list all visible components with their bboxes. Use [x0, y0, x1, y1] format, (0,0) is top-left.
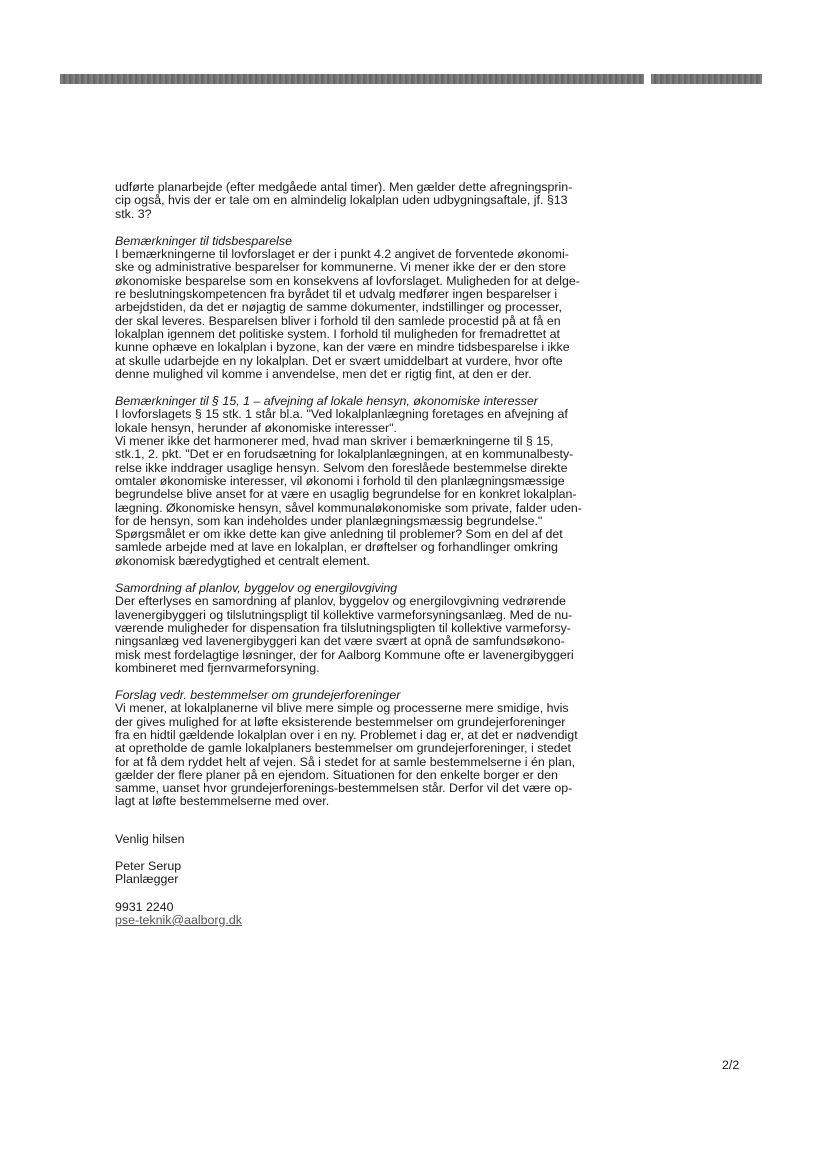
text-line: Spørgsmålet er om ikke dette kan give anledning til problemer? Som en del af det	[115, 527, 563, 542]
section-heading: Bemærkninger til tidsbesparelse	[115, 233, 292, 248]
text-line: samlede arbejde med at lave en lokalplan, er drøftelser og forhandlinger omkring	[115, 540, 558, 555]
text-line: at opretholde de gamle lokalplaners bestemmelser om grundejerforeninger, i stedet	[115, 741, 571, 756]
header-bar-segment	[651, 74, 762, 84]
contact-block	[115, 901, 615, 928]
text-line: gælder der flere planer på en ejendom. Situationen for den enkelte borger er den	[115, 767, 558, 782]
intro-paragraph	[115, 181, 615, 221]
text-line: kunne ophæve en lokalplan i byzone, kan der være en mindre tidsbesparelse i ikke	[115, 340, 570, 355]
section-samordning	[115, 582, 615, 675]
text-line: stk. 3?	[115, 206, 152, 221]
text-line: der gives mulighed for at løfte eksisterende bestemmelser om grundejerforeninger	[115, 714, 566, 729]
greeting: Venlig hilsen	[115, 831, 185, 846]
text-line: for at få dem ryddet helt af vejen. Så i stedet for at samle bestemmelserne i én plan,	[115, 754, 576, 769]
text-line: at skulle udarbejde en ny lokalplan. Det er svært umiddelbart at vurdere, hvor ofte	[115, 353, 563, 368]
section-heading: Forslag vedr. bestemmelser om grundejerforeninger	[115, 688, 401, 703]
signer-name: Peter Serup	[115, 859, 182, 874]
text-line: I bemærkningerne til lovforslaget er der i punkt 4.2 angivet de forventede økonomi-	[115, 247, 569, 262]
section-paragraf-15	[115, 395, 615, 568]
text-line: lavenergibyggeri og tilslutningspligt til kollektive varmeforsyningsanlæg. Med de nu-	[115, 607, 573, 622]
text-line: omtaler økonomiske interesser, vil økonomi i forhold til den planlægningsmæssige	[115, 473, 565, 488]
text-line: arbejdstiden, da det er nøjagtig de samme dokumenter, indstillinger og processer,	[115, 300, 562, 315]
section-tidsbesparelse	[115, 235, 615, 381]
text-line: lagt at løfte bestemmelserne med over.	[115, 794, 330, 809]
text-line: Vi mener ikke det harmonerer med, hvad man skriver i bemærkningerne til § 15,	[115, 434, 554, 449]
text-line: økonomisk bæredygtighed et centralt element.	[115, 553, 370, 568]
text-line: misk mest fordelagtige løsninger, der for Aalborg Kommune ofte er lavenergibyggeri	[115, 647, 574, 662]
text-line: re beslutningskompetencen fra byrådet til et udvalg medfører ingen besparelser i	[115, 287, 558, 302]
text-line: stk.1, 2. pkt. "Det er en forudsætning for lokalplanlægningen, at en kommunalbesty-	[115, 447, 574, 462]
text-line: lægning. Økonomiske hensyn, såvel kommunaløkonomiske som private, falder uden-	[115, 500, 582, 515]
section-grundejerforeninger	[115, 689, 615, 809]
section-heading: Bemærkninger til § 15, 1 – afvejning af lokale hensyn, økonomiske interesser	[115, 394, 538, 409]
text-line: Der efterlyses en samordning af planlov, byggelov og energilovgivning vedrørende	[115, 594, 566, 609]
text-line: begrundelse blive anset for at være en usaglig begrundelse for en konkret lokalplan-	[115, 487, 577, 502]
text-line: udførte planarbejde (efter medgåede antal timer). Men gælder dette afregningsprin-	[115, 180, 573, 194]
text-line: økonomiske besparelse som en konsekvens af lovforslaget. Muligheden for at delge-	[115, 273, 580, 288]
page-number: 2/2	[722, 1058, 740, 1072]
greeting-block	[115, 833, 615, 846]
text-line: denne mulighed vil komme i anvendelse, men det er rigtig fint, at den er der.	[115, 366, 532, 381]
section-heading: Samordning af planlov, byggelov og energilovgiving	[115, 581, 398, 596]
text-line: for de hensyn, som kan indeholdes under planlægningsmæssig begrundelse."	[115, 513, 543, 528]
text-line: der skal leveres. Besparelsen bliver i forhold til den samlede procestid på at få en	[115, 313, 561, 328]
text-line: Vi mener, at lokalplanerne vil blive mere simple og processerne mere smidige, hvis	[115, 701, 569, 716]
signer-title: Planlægger	[115, 872, 179, 887]
text-line: lokale hensyn, herunder af økonomiske interesser".	[115, 420, 397, 435]
text-line: værende muligheder for dispensation fra tilslutningspligten til kollektive varmeforsy-	[115, 620, 571, 635]
email-link[interactable]: pse-teknik@aalborg.dk	[115, 912, 242, 927]
text-line: ningsanlæg ved lavenergibyggeri kan det være svært at opnå de samfundsøkono-	[115, 634, 565, 649]
header-bar	[60, 74, 644, 84]
text-line: I lovforslagets § 15 stk. 1 står bl.a. "Ved lokalplanlægning foretages en afvejning af	[115, 407, 568, 422]
text-line: relse ikke inddrager usaglige hensyn. Selvom den foreslåede bestemmelse direkte	[115, 460, 568, 475]
text-line: kombineret med fjernvarmeforsyning.	[115, 660, 320, 675]
text-line: lokalplan igennem det politiske system. I forhold til muligheden for fremadrettet at	[115, 326, 560, 341]
text-line: cip også, hvis der er tale om en almindelig lokalplan uden udbygningsaftale, jf. §13	[115, 193, 568, 208]
text-line: samme, uanset hvor grundejerforenings-bestemmelsen står. Derfor vil det være op-	[115, 781, 573, 796]
letter-body	[115, 181, 615, 941]
signature-block	[115, 860, 615, 887]
phone-number: 9931 2240	[115, 899, 174, 914]
text-line: ske og administrative besparelser for kommunerne. Vi mener ikke der er den store	[115, 260, 566, 275]
text-line: fra en hidtil gældende lokalplan over i en ny. Problemet i dag er, at det er nødvendigt	[115, 727, 578, 742]
